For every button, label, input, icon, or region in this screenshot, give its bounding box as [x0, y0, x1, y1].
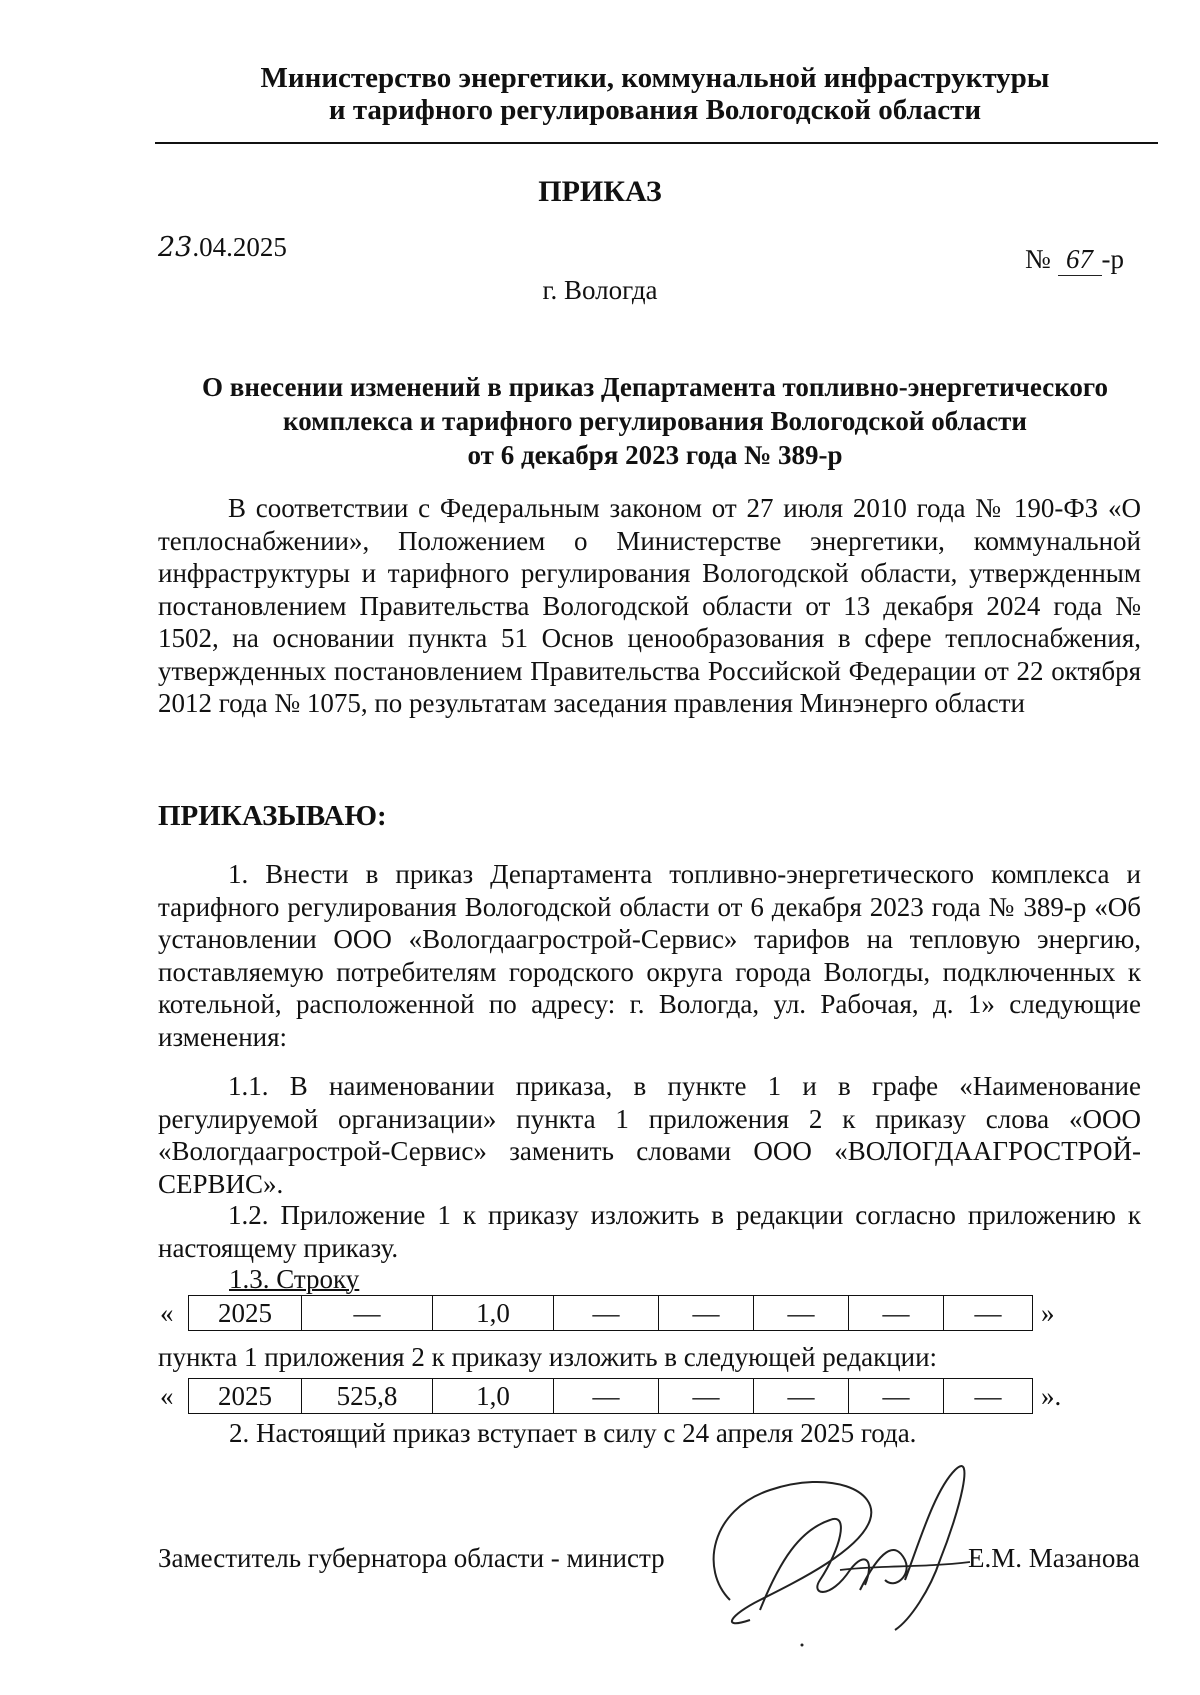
order-date-handwritten: 23: [158, 232, 193, 263]
new-row-cell: —: [849, 1379, 944, 1414]
new-row-cell: —: [659, 1379, 754, 1414]
signatory-name: Е.М. Мазанова: [968, 1543, 1140, 1573]
old-row-cell: —: [554, 1296, 659, 1331]
order-number-handwritten: 67: [1058, 244, 1102, 276]
ministry-line-1: Министерство энергетики, коммунальной инфраструктуры: [260, 62, 1050, 94]
order-date-printed: .04.2025: [192, 232, 287, 262]
ministry-line-2: и тарифного регулирования Вологодской области: [328, 94, 982, 126]
item-2: 2. Настоящий приказ вступает в силу с 24 апреля 2025 года.: [229, 1418, 917, 1448]
order-number-suffix: -р: [1101, 244, 1125, 274]
title-line-3: от 6 декабря 2023 года № 389-р: [467, 440, 843, 470]
preamble-text: В соответствии с Федеральным законом от 27 июля 2010 года № 190-ФЗ «О теплоснабжении», Положением о Министерстве энергетики, коммунальной инфраструктуры и тарифного регулирования Вологодской области, утвержденным постановлением Правительства Вологодской области от 13 декабря 2024 года № 1502, на основании пункта 51 Основ ценообразования в сфере теплоснабжения, утвержденных постановлением Правительства Российской Федерации от 22 октября 2012 года № 1075, по результатам заседания правления Минэнерго области: [158, 493, 1141, 718]
ministry-header: [150, 62, 1160, 126]
item-1-3-label: [229, 1264, 359, 1295]
old-row-cell: —: [849, 1296, 944, 1331]
title-line-1: О внесении изменений в приказ Департамента топливно-энергетического: [201, 372, 1108, 402]
new-row-cell: —: [944, 1379, 1033, 1414]
item-1-2: [158, 1199, 1141, 1264]
item-1-3-text: 1.3. Строку: [229, 1264, 360, 1294]
old-row-cell: —: [302, 1296, 433, 1331]
preamble: [158, 492, 1141, 720]
new-row-close-quote: ».: [1041, 1380, 1062, 1411]
new-row-table: [188, 1378, 1033, 1414]
item-1-1-text: 1.1. В наименовании приказа, в пункте 1 и в графе «Наименование регулируемой организации» пункта 1 приложения 2 к приказу слова «ООО «Вологдаагрострой-Сервис» заменить словами ООО «ВОЛОГДААГРОСТРОЙ-СЕРВИС».: [158, 1071, 1141, 1199]
old-table-row: [160, 1295, 1055, 1331]
old-row-table: [188, 1295, 1033, 1331]
item-1-3-middle: пункта 1 приложения 2 к приказу изложить в следующей редакции:: [158, 1342, 938, 1372]
new-row-cell: 525,8: [302, 1379, 433, 1414]
item-1-2-text: 1.2. Приложение 1 к приказу изложить в редакции согласно приложению к настоящему приказу.: [158, 1200, 1141, 1263]
old-row-cell: 1,0: [433, 1296, 554, 1331]
old-row-cell: —: [944, 1296, 1033, 1331]
order-city: г. Вологда: [542, 275, 658, 305]
document-kind: ПРИКАЗ: [538, 175, 662, 208]
signatory-position: Заместитель губернатора области - министр: [158, 1543, 665, 1573]
title-line-2: комплекса и тарифного регулирования Вологодской области: [283, 406, 1027, 436]
new-row-cell: —: [554, 1379, 659, 1414]
new-row-cell: —: [754, 1379, 849, 1414]
header-divider: [155, 142, 1158, 144]
old-row-cell: 2025: [189, 1296, 302, 1331]
order-date: [158, 232, 287, 263]
order-number: [1025, 244, 1124, 276]
order-number-prefix: №: [1025, 244, 1051, 274]
item-1-text: 1. Внести в приказ Департамента топливно-энергетического комплекса и тарифного регулирования Вологодской области от 6 декабря 2023 года № 389-р «Об установлении ООО «Вологдаагрострой-Сервис» тарифов на тепловую энергию, поставляемую потребителям городского округа города Вологды, подключенных к котельной, расположенной по адресу: г. Вологда, ул. Рабочая, д. 1» следующие изменения:: [158, 859, 1141, 1052]
old-row-cell: —: [754, 1296, 849, 1331]
order-title: [150, 370, 1160, 472]
order-verb: ПРИКАЗЫВАЮ:: [158, 800, 387, 832]
handwritten-signature: [690, 1450, 990, 1660]
old-row-close-quote: »: [1041, 1297, 1055, 1328]
old-row-cell: —: [659, 1296, 754, 1331]
new-row-open-quote: «: [160, 1380, 174, 1411]
item-1-1: [158, 1070, 1141, 1200]
new-row-cell: 2025: [189, 1379, 302, 1414]
new-row-cell: 1,0: [433, 1379, 554, 1414]
item-1: [158, 858, 1141, 1053]
new-table-row: [160, 1378, 1061, 1414]
old-row-open-quote: «: [160, 1297, 174, 1328]
